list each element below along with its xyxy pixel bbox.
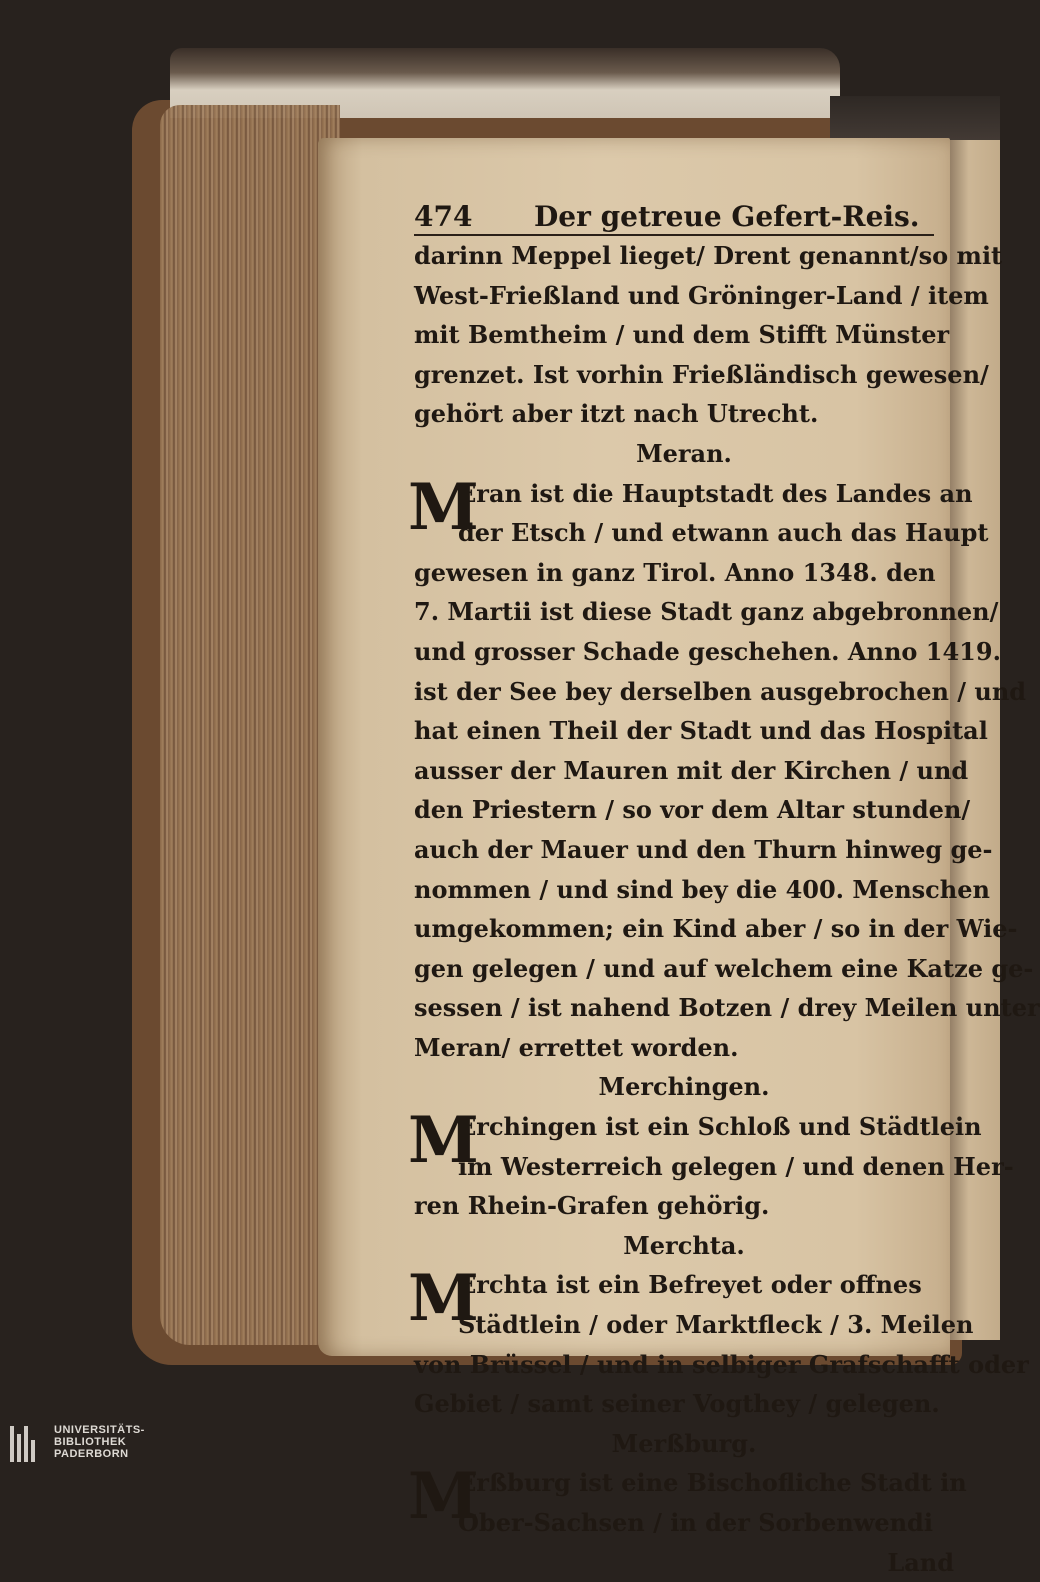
line-text: gehört aber itzt nach Utrecht. [414, 399, 819, 429]
page-edges [160, 105, 340, 1345]
line-text: Ober-Sachsen / in der Sorbenwendi [458, 1508, 933, 1537]
page-header [414, 200, 934, 236]
text-line [414, 1543, 954, 1582]
entry-heading [414, 1424, 954, 1464]
line-text: Erchta ist ein Befreyet oder offnes [458, 1270, 922, 1300]
text-line [414, 1147, 1014, 1187]
text-line [414, 790, 971, 830]
text-line [414, 1305, 974, 1345]
library-logo-text [54, 1424, 145, 1460]
line-text: Meran. [636, 438, 732, 468]
drop-capital: M [408, 469, 479, 545]
text-line [414, 592, 999, 632]
line-text: den Priestern / so vor dem Altar stunden/ [414, 795, 971, 825]
entry-heading [414, 1067, 954, 1107]
library-logo-icon [10, 1426, 46, 1462]
line-text: grenzet. Ist vorhin Frießländisch gewesen/ [414, 359, 989, 389]
line-text: nommen / und sind bey die 400. Menschen [414, 874, 990, 904]
text-line [414, 672, 1027, 712]
text-line [414, 711, 988, 751]
text-line [414, 553, 954, 593]
line-text: 7. Martii ist diese Stadt ganz abgebronnen/ [414, 597, 999, 627]
logo-line: BIBLIOTHEK [54, 1436, 127, 1448]
line-text: Erßburg ist eine Bischofliche Stadt in [458, 1468, 967, 1498]
logo-line: UNIVERSITÄTS- [54, 1424, 145, 1436]
text-line [414, 1028, 954, 1068]
drop-capital: M [408, 1261, 479, 1337]
text-line [414, 355, 989, 395]
logo-line: PADERBORN [54, 1448, 129, 1460]
line-text: ren Rhein-Grafen gehörig. [414, 1191, 770, 1221]
line-text: Städtlein / oder Marktfleck / 3. Meilen [458, 1310, 974, 1340]
text-line [414, 276, 989, 316]
text-line [414, 870, 990, 910]
line-text: im Westerreich gelegen / und denen Her- [458, 1151, 1014, 1181]
running-head: Der getreue Gefert-Reis. [534, 200, 920, 233]
line-text: Meran/ errettet worden. [414, 1032, 739, 1062]
line-text: mit Bemtheim / und dem Stifft Münster [414, 320, 950, 350]
line-text: Merchta. [623, 1230, 745, 1260]
line-text: Erchingen ist ein Schloß und Städtlein [458, 1112, 982, 1142]
text-line [414, 1345, 1029, 1385]
line-text: West-Frießland und Gröninger-Land / item [414, 280, 989, 310]
book-page [318, 138, 1040, 1577]
line-text: umgekommen; ein Kind aber / so in der Wie- [414, 914, 1018, 944]
text-line [414, 513, 989, 553]
text-line [414, 1503, 954, 1543]
text-line [414, 751, 969, 791]
line-text: auch der Mauer und den Thurn hinweg ge- [414, 834, 993, 864]
line-text: Merchingen. [598, 1072, 770, 1102]
line-text: ausser der Mauren mit der Kirchen / und [414, 755, 969, 785]
line-text: Merßburg. [611, 1428, 757, 1458]
drop-capital: M [408, 1459, 479, 1535]
line-text: Eran ist die Hauptstadt des Landes an [458, 478, 973, 508]
text-line [414, 909, 1018, 949]
text-line [414, 830, 993, 870]
entry-heading [414, 434, 954, 474]
line-text: gewesen in ganz Tirol. Anno 1348. den [414, 557, 936, 587]
line-text: und grosser Schade geschehen. Anno 1419. [414, 636, 1001, 666]
text-line [414, 1186, 954, 1226]
line-text: Land [887, 1547, 954, 1577]
text-line [414, 988, 1040, 1028]
text-line [414, 315, 954, 355]
line-text: Gebiet / samt seiner Vogthey / gelegen. [414, 1389, 940, 1419]
line-text: gen gelegen / und auf welchem eine Katze ge- [414, 953, 1034, 983]
text-line [414, 236, 1003, 276]
line-text: hat einen Theil der Stadt und das Hospital [414, 716, 988, 746]
line-text: darinn Meppel lieget/ Drent genannt/so mit [414, 241, 1003, 270]
page-number: 474 [414, 200, 473, 233]
library-logo [10, 1424, 210, 1464]
drop-capital: M [408, 1103, 479, 1179]
text-line [414, 632, 1001, 672]
text-line [414, 394, 954, 434]
line-text: der Etsch / und etwann auch das Haupt [458, 518, 989, 548]
line-text: sessen / ist nahend Botzen / drey Meilen unter [414, 993, 1040, 1023]
line-text: ist der See bey derselben ausgebrochen / und [414, 676, 1027, 706]
text-line [414, 949, 1034, 989]
entry-heading [414, 1226, 954, 1266]
text-line [414, 1384, 954, 1424]
line-text: von Brüssel / und in selbiger Grafschafft oder [414, 1349, 1029, 1379]
page-text [408, 236, 1040, 1582]
